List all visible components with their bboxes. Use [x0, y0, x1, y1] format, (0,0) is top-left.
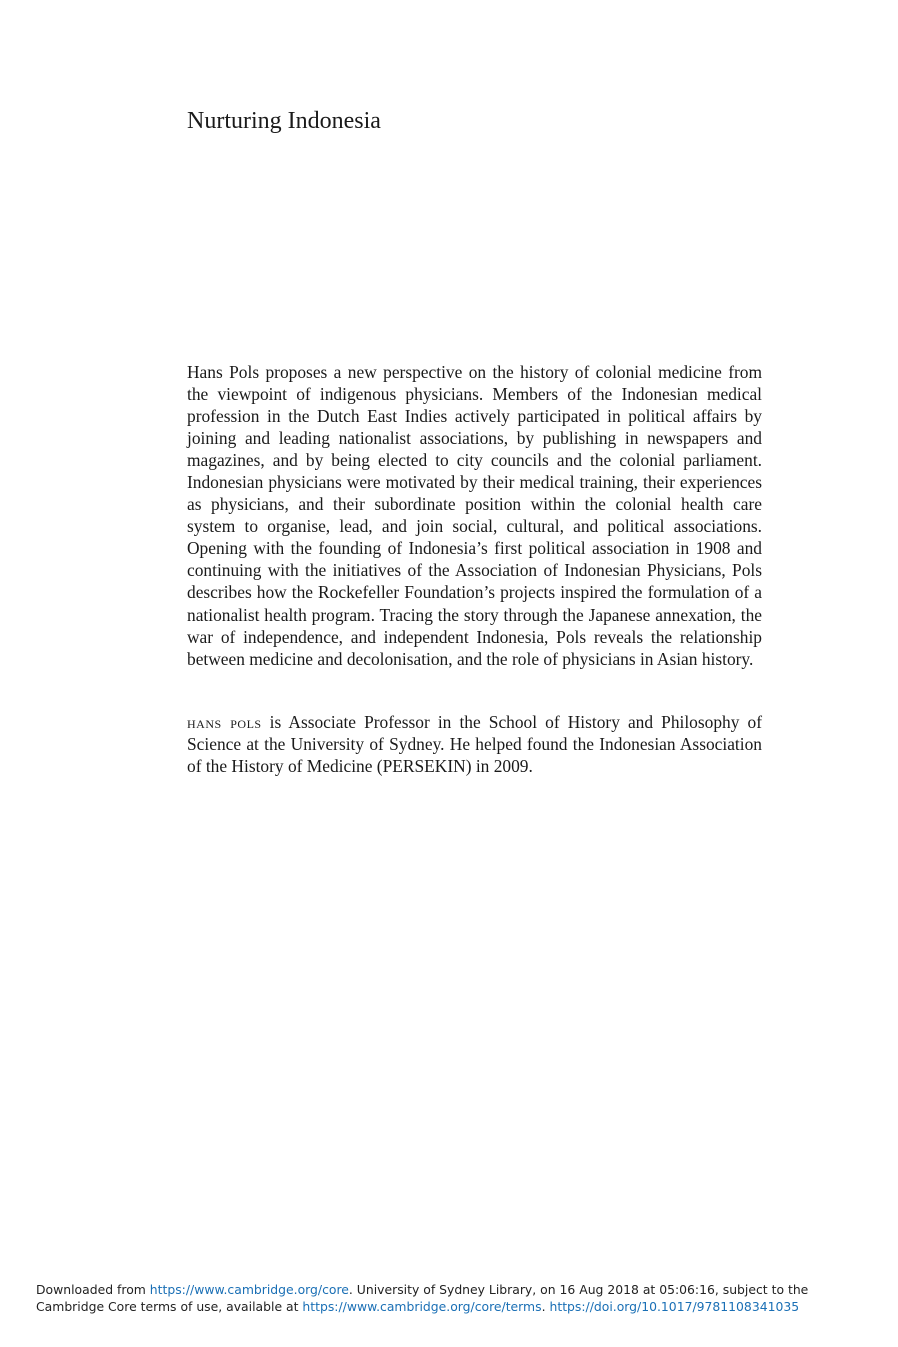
footer-separator: . [541, 1299, 550, 1314]
terms-link[interactable]: https://www.cambridge.org/core/terms [302, 1299, 542, 1314]
footer-prefix: Downloaded from [36, 1282, 150, 1297]
book-description: Hans Pols proposes a new perspective on the history of colonial medicine from the viewpoint of indigenous physicians. Members of the Indonesian medical profession in the Dutch East Indies actively participated in political affairs by joining and leading nationalist associations, by publishing in newspapers and magazines, and by being elected to city councils and the colonial parliament. Indonesian physicians were motivated by their medical training, their experiences as physicians, and their subordinate position within the colonial health care system to organise, lead, and join social, cultural, and political associations. Opening with the founding of Indonesia’s first political association in 1908 and continuing with the initiatives of the Association of Indonesian Physicians, Pols describes how the Rockefeller Foundation’s projects inspired the formulation of a nationalist health program. Tracing the story through the Japanese annexation, the war of independence, and independent Indonesia, Pols reveals the relationship between medicine and decolonisation, and the role of physicians in Asian history. [187, 362, 762, 669]
doi-link[interactable]: https://doi.org/10.1017/9781108341035 [549, 1299, 800, 1314]
cambridge-core-link[interactable]: https://www.cambridge.org/core [149, 1282, 349, 1297]
author-bio [187, 711, 762, 777]
page-title: Nurturing Indonesia [187, 108, 381, 134]
download-footer [36, 1281, 876, 1315]
author-bio-text: is Associate Professor in the School of History and Philosophy of Science at the University of Sydney. He helped found the Indonesian Association of the History of Medicine (PERSEKIN) in 2009. [187, 712, 762, 777]
footer-middle: . University of Sydney Library, on 16 Aug 2018 at 05:06:16, subject to the Cambridge Core terms of use, available at [36, 1282, 809, 1314]
author-name: hans pols [187, 712, 262, 732]
